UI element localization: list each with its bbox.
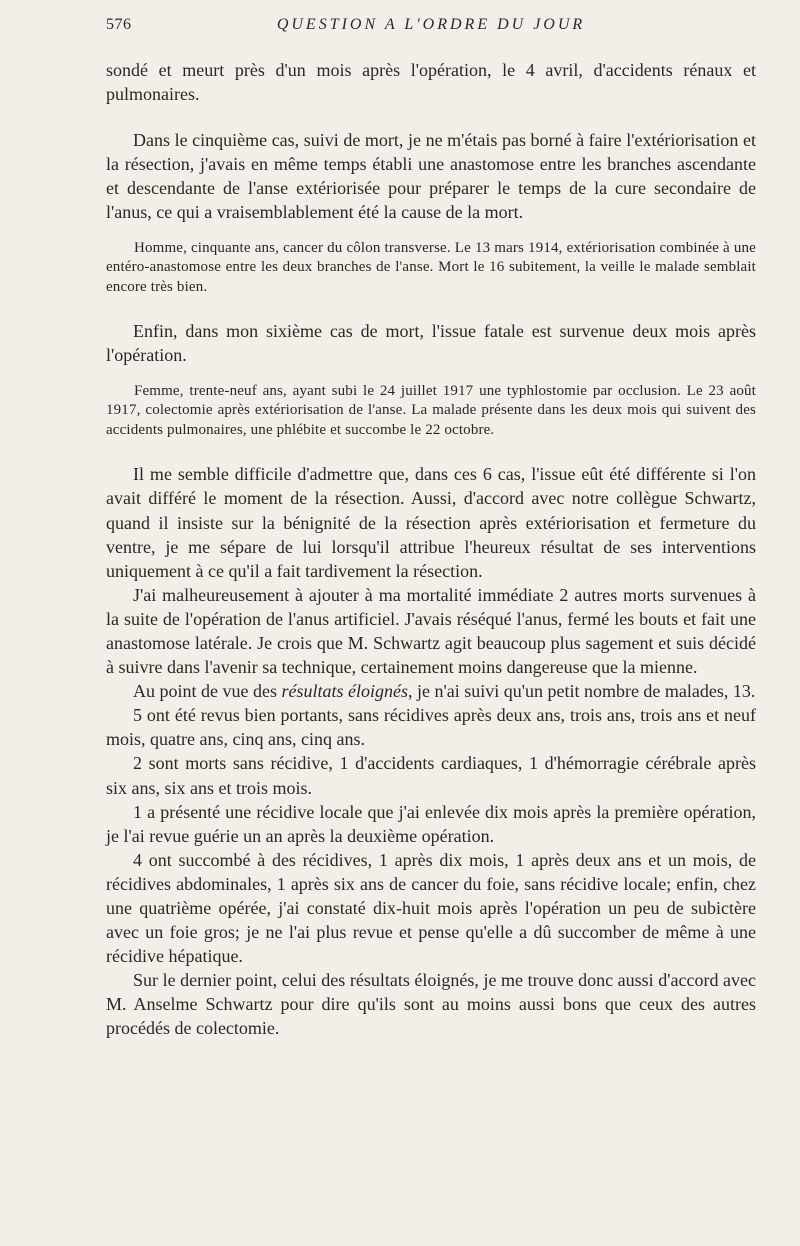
paragraph: Dans le cinquième cas, suivi de mort, je ne m'étais pas borné à faire l'extériorisation et la résection, j'avais en même temps établi une anastomose entre les branches ascendante et descendante de l'anse extériorisée pour préparer le temps de la cure secondaire de l'anus, ce qui a vraisemblablement été la cause de la mort. [106, 130, 756, 223]
paragraph: Enfin, dans mon sixième cas de mort, l'issue fatale est survenue deux mois après l'opération. [106, 321, 756, 366]
paragraph: Sur le dernier point, celui des résultats éloignés, je me trouve donc aussi d'accord avec M. Anselme Schwartz pour dire qu'ils sont au moins aussi bons que ceux des autres procédés de colectomie. [106, 970, 756, 1039]
paragraph: 1 a présenté une récidive locale que j'ai enlevée dix mois après la première opération, je l'ai revue guérie un an après la deuxième opération. [106, 801, 756, 846]
paragraph: J'ai malheureusement à ajouter à ma mortalité immédiate 2 autres morts survenues à la suite de l'opération de l'anus artificiel. J'avais réséqué l'anus, fermé les bouts et fait une anastomose latérale. Je crois que M. Schwartz agit beaucoup plus sagement et suis décidé à suivre dans l'avenir sa technique, certainement moins dangereuse que la mienne. [106, 584, 756, 678]
paragraph: Il me semble difficile d'admettre que, dans ces 6 cas, l'issue eût été différente si l'on avait différé le moment de la résection. Aussi, d'accord avec notre collègue Schwartz, quand il insiste sur la bénignité de la résection après extériorisation et fermeture du ventre, je me sépare de lui lorsqu'il attribue l'heureux résultat de ses interventions uniquement à ce qu'il a fait tardivement la résection. [106, 464, 756, 581]
paragraph: 2 sont morts sans récidive, 1 d'accidents cardiaques, 1 d'hémorragie cérébrale après six ans, six ans et trois mois. [106, 753, 756, 798]
paragraph: sondé et meurt près d'un mois après l'opération, le 4 avril, d'accidents rénaux et pulmonaires. [106, 60, 756, 105]
italic-phrase: résultats éloignés [281, 681, 408, 702]
case-note: Femme, trente-neuf ans, ayant subi le 24 juillet 1917 une typhlostomie par occlusion. Le 23 août 1917, colectomie après extériorisation de l'anse. La malade présente dans les deux mois qui suivent des accidents pulmonaires, une phlébite et succombe le 22 octobre. [106, 382, 756, 438]
text-run: Au point de vue des [133, 681, 282, 702]
paragraph: 5 ont été revus bien portants, sans récidives après deux ans, trois ans, trois ans et neuf mois, quatre ans, cinq ans, cinq ans. [106, 705, 756, 750]
page-header [106, 16, 756, 38]
body-text [106, 58, 756, 1041]
case-note: Homme, cinquante ans, cancer du côlon transverse. Le 13 mars 1914, extériorisation combinée à une entéro-anastomose entre les deux branches de l'anse. Mort le 16 subitement, la veille le malade semblait encore très bien. [106, 239, 756, 295]
paragraph: 4 ont succombé à des récidives, 1 après dix mois, 1 après deux ans et un mois, de récidives abdominales, 1 après six ans de cancer du foie, sans récidive locale; enfin, chez une quatrième opérée, j'ai constaté dix-huit mois après l'opération un peu de subictère avec un foie gros; je ne l'ai plus revue et pense qu'elle a dû succomber de même à une récidive hépatique. [106, 849, 756, 967]
text-run: , je n'ai suivi qu'un petit nombre de malades, 13. [407, 681, 756, 702]
running-title: QUESTION A L'ORDRE DU JOUR [276, 16, 586, 33]
page-number: 576 [106, 16, 132, 33]
paragraph-remote-results [106, 679, 756, 703]
